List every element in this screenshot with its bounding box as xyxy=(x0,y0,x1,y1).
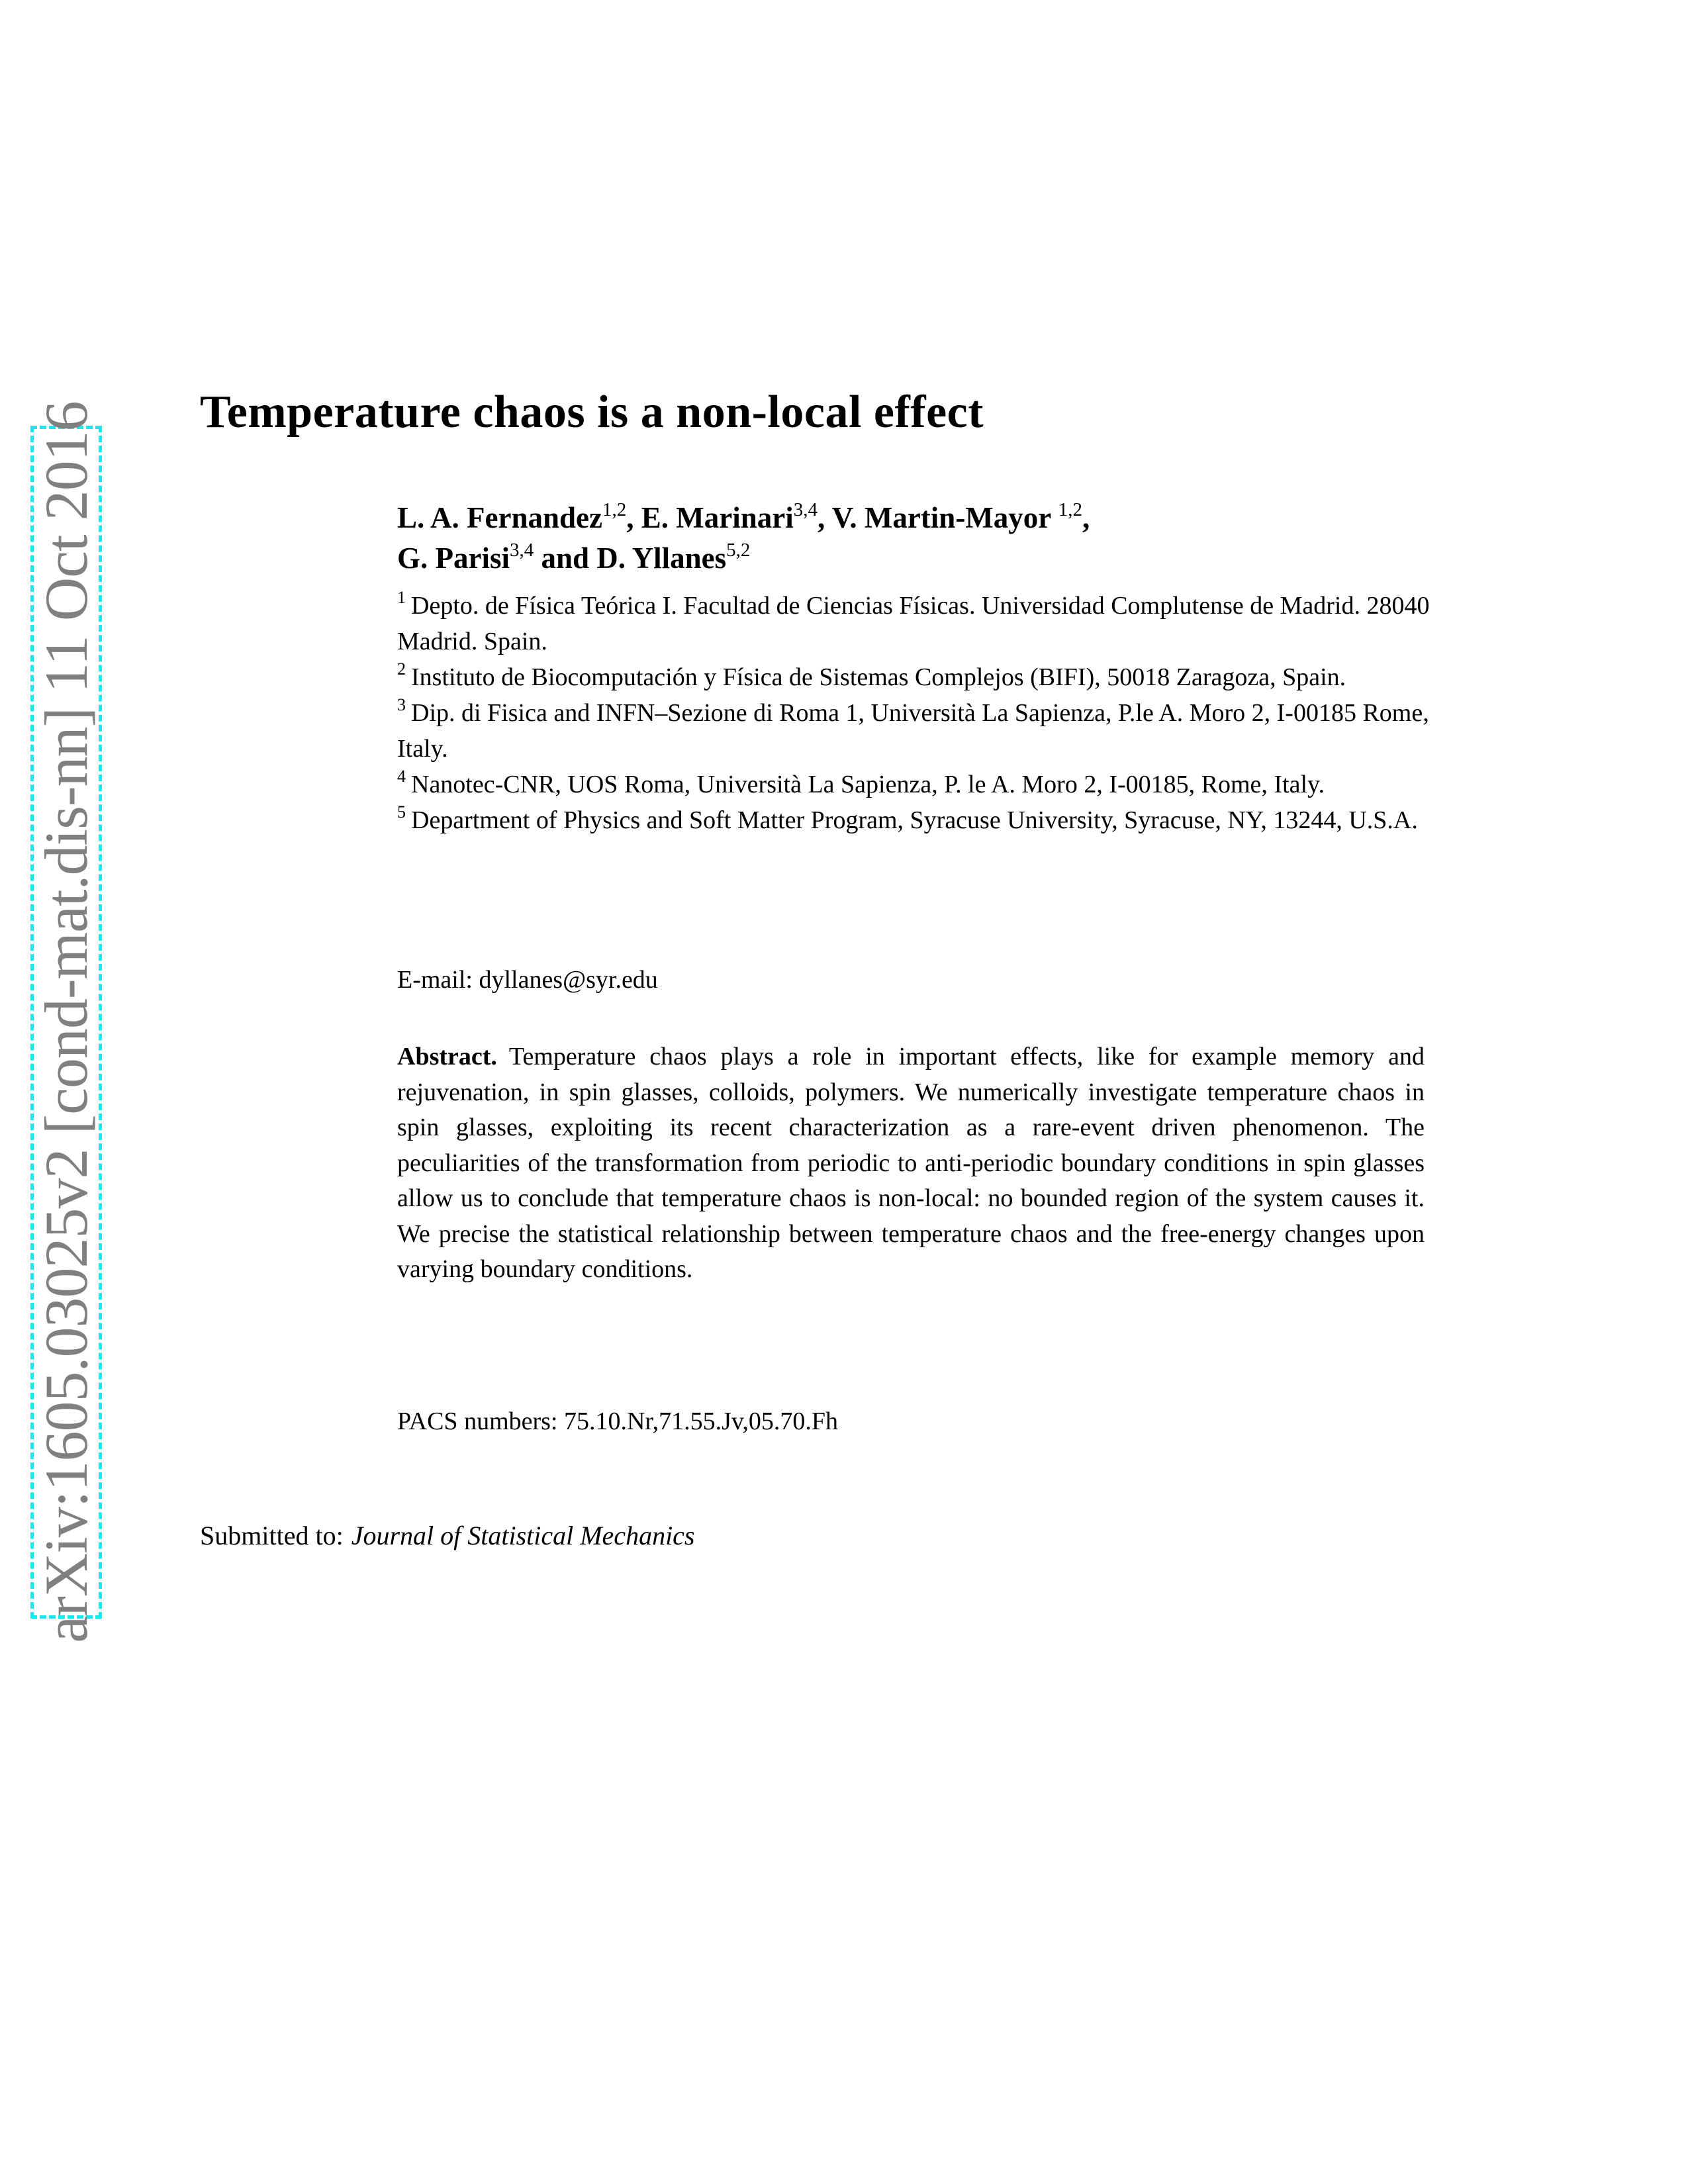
author-affil-marker: 1,2 xyxy=(602,499,627,520)
arxiv-stamp: arXiv:1605.03025v2 [cond-mat.dis-nn] 11 Oct 2016 xyxy=(32,401,100,1643)
author-affil-marker: 1,2 xyxy=(1058,499,1082,520)
author-separator: and xyxy=(534,542,597,575)
abstract-text: Temperature chaos plays a role in important effects, like for example memory and rejuvenation, in spin glasses, colloids, polymers. We numerically investigate temperature chaos in spin glasses, exploiting its recent characterization as a rare-event driven phenomenon. The peculiarities of the transformation from periodic to anti-periodic boundary conditions in spin glasses allow us to conclude that temperature chaos is non-local: no bounded region of the system causes it. We precise the statistical relationship between temperature chaos and the free-energy changes upon varying boundary conditions. xyxy=(397,1043,1425,1283)
author-affil-marker: 3,4 xyxy=(509,540,534,561)
affiliation-text: Depto. de Física Teórica I. Facultad de Ciencias Físicas. Universidad Complutense de Madrid. 28040 Madrid. Spain. xyxy=(397,592,1430,655)
affiliation-text: Instituto de Biocomputación y Física de Sistemas Complejos (BIFI), 50018 Zaragoza, Spain. xyxy=(411,663,1346,691)
affiliation-number: 4 xyxy=(397,767,406,786)
affiliation-number: 2 xyxy=(397,659,406,679)
affiliation-item xyxy=(397,802,1430,838)
affiliation-text: Department of Physics and Soft Matter Program, Syracuse University, Syracuse, NY, 13244, U.S.A. xyxy=(411,806,1418,834)
contact-email: E-mail: dyllanes@syr.edu xyxy=(397,966,658,994)
author-name: G. Parisi xyxy=(397,542,510,575)
author-separator: , xyxy=(1082,501,1090,534)
author-separator: , xyxy=(817,501,832,534)
affiliation-number: 5 xyxy=(397,802,406,822)
submitted-to xyxy=(200,1518,695,1554)
submitted-label: Submitted to: xyxy=(200,1521,344,1550)
author-list xyxy=(397,498,1430,579)
author-name: E. Marinari xyxy=(641,501,794,534)
affiliation-item xyxy=(397,659,1430,695)
author-affil-marker: 5,2 xyxy=(726,540,751,561)
journal-name: Journal of Statistical Mechanics xyxy=(351,1521,695,1550)
author-affil-marker: 3,4 xyxy=(793,499,818,520)
affiliation-text: Nanotec-CNR, UOS Roma, Università La Sapienza, P. le A. Moro 2, I-00185, Rome, Italy. xyxy=(411,771,1325,798)
affiliation-item xyxy=(397,588,1430,659)
author-name: L. A. Fernandez xyxy=(397,501,602,534)
abstract xyxy=(397,1039,1425,1288)
pacs-numbers: PACS numbers: 75.10.Nr,71.55.Jv,05.70.Fh xyxy=(397,1407,839,1435)
affiliation-item xyxy=(397,767,1430,802)
paper-title: Temperature chaos is a non-local effect xyxy=(200,387,984,438)
affiliation-number: 3 xyxy=(397,695,406,714)
abstract-label: Abstract. xyxy=(397,1043,497,1070)
author-name: D. Yllanes xyxy=(596,542,727,575)
author-separator: , xyxy=(626,501,641,534)
affiliation-text: Dip. di Fisica and INFN–Sezione di Roma 1, Università La Sapienza, P.le A. Moro 2, I-00185 Rome, Italy. xyxy=(397,699,1429,763)
affiliation-list xyxy=(397,588,1430,838)
affiliation-item xyxy=(397,695,1430,767)
affiliation-number: 1 xyxy=(397,588,406,607)
author-name: V. Martin-Mayor xyxy=(831,501,1058,534)
